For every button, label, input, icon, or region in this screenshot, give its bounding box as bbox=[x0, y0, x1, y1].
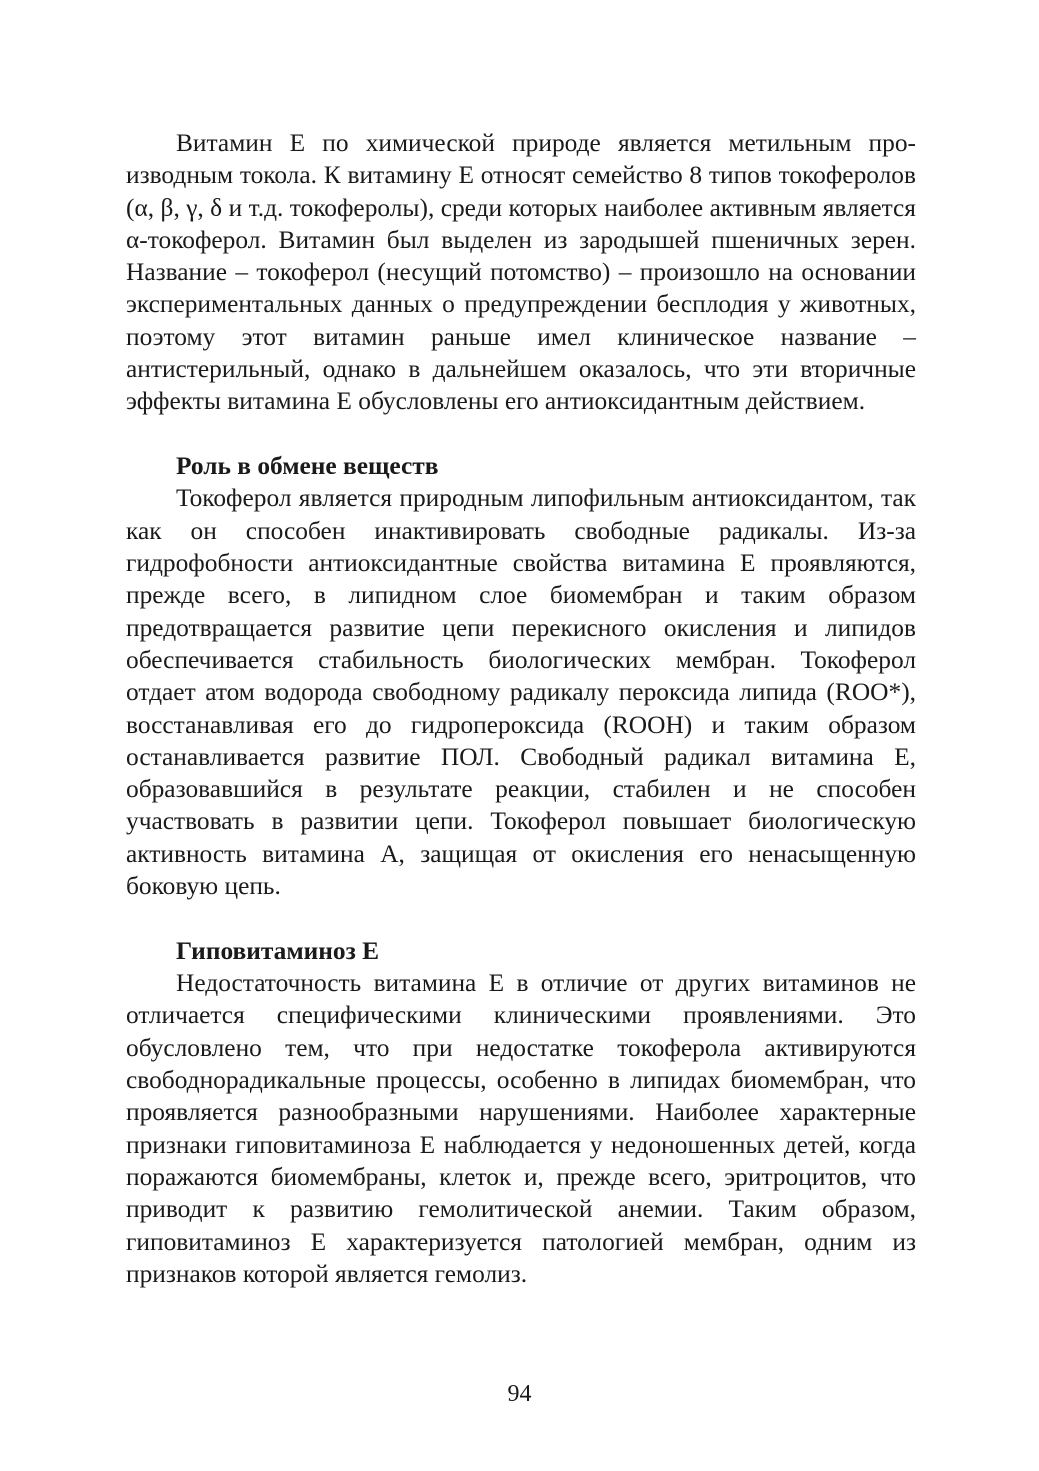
page-body bbox=[126, 127, 916, 1290]
page-number: 94 bbox=[507, 1381, 532, 1407]
section-spacer bbox=[126, 418, 916, 451]
intro-paragraph: Витамин Е по химической природе является метильным производным токола. К витамину Е относят семейство 8 типов токоферолов (α, β, γ, δ и т.д. токоферолы), среди которых наиболее активным является α-токоферол. Витамин был выделен из зародышей пшеничных зерен. Название – токоферол (несущий потомство) – произошло на основании экспериментальных данных о предупреждении бесплодия у животных, поэтому этот витамин раньше имел клиническое название – антистерильный, однако в дальнейшем оказалось, что эти вторичные эффекты витамина Е обусловлены его антиоксидантным действием. bbox=[126, 129, 916, 416]
section-spacer bbox=[126, 902, 916, 935]
hypovitaminosis-paragraph: Недостаточность витамина Е в отличие от других витаминов не отличается специфическими клиническими проявлениями. Это обусловлено тем, что при недостатке токоферола активируются свободнорадикальные процессы, особенно в липидах биомембран, что проявляется разнообразными нарушениями. Наиболее характерные признаки гиповитаминоза Е наблюдается у недоношенных детей, когда поражаются биомембраны, клеток и, прежде всего, эритроцитов, что приводит к развитию гемолитической анемии. Таким образом, гиповитаминоз Е характеризуется патологией мембран, одним из признаков которой является гемолиз. bbox=[126, 969, 916, 1288]
section-heading-metabolism: Роль в обмене веществ bbox=[176, 452, 439, 481]
metabolism-paragraph: Токоферол является природным липофильным антиоксидантом, так как он способен инактивировать свободные радикалы. Из-за гидрофобности антиоксидантные свойства витамина Е проявляются, прежде всего, в липидном слое биомембран и таким образом предотвращается развитие цепи перекисного окисления и липидов обеспечивается стабильность биологических мембран. Токоферол отдает атом водорода свободному радикалу пероксида липида (ROO*), восстанавливая его до гидропероксида (ROOH) и таким образом останавливается развитие ПОЛ. Свободный радикал витамина Е, образовавшийся в результате реакции, стабилен и не способен участвовать в развитии цепи. Токоферол повышает биологическую активность витамина А, защищая от окисления его ненасыщенную боковую цепь. bbox=[126, 484, 916, 901]
section-heading-hypovitaminosis: Гиповитаминоз Е bbox=[176, 936, 380, 965]
